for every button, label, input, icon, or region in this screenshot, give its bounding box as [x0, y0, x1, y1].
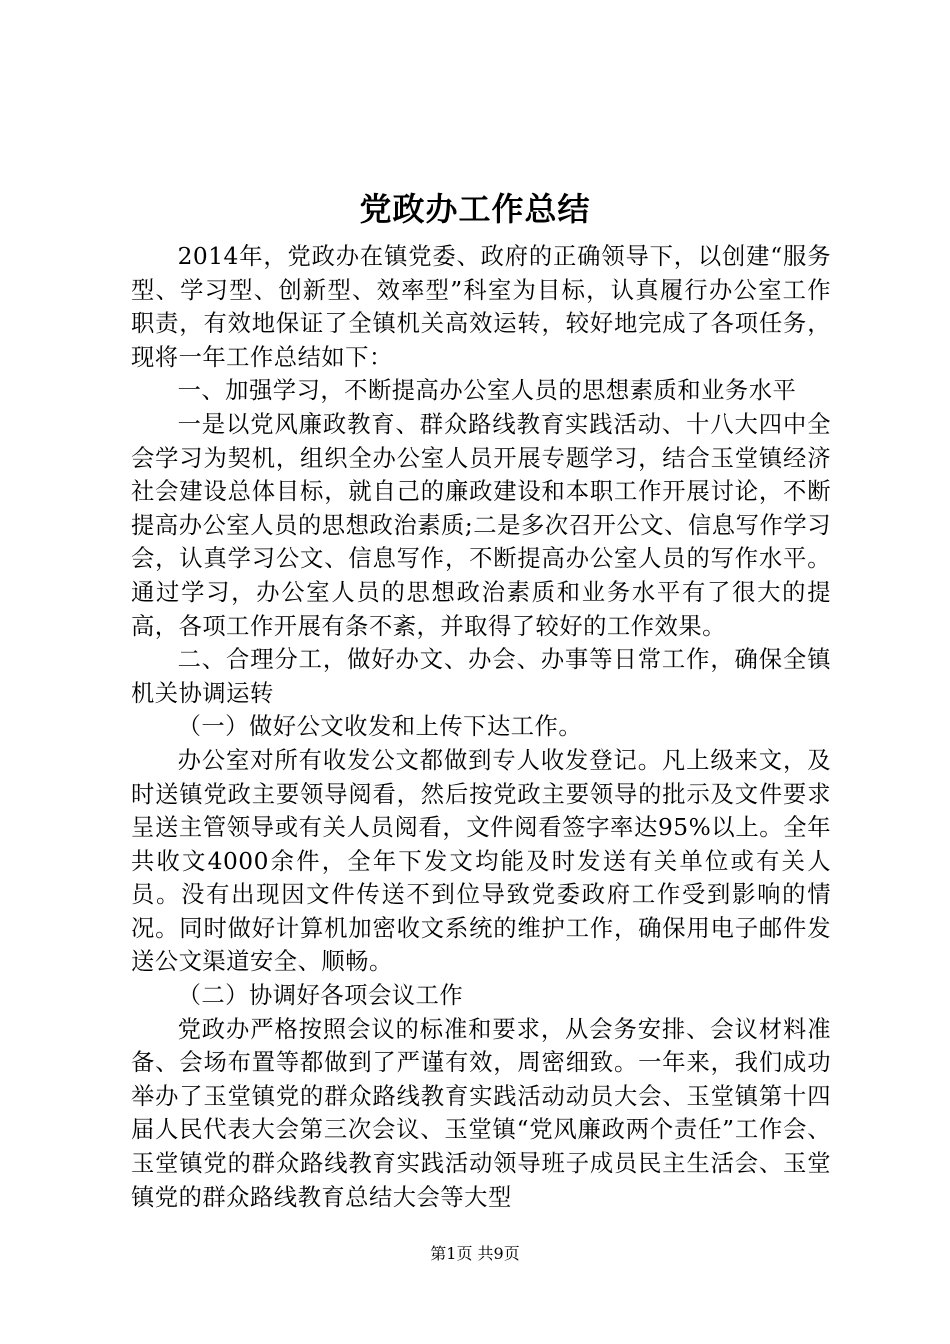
document-body — [131, 240, 831, 1214]
subheading-documents: （一）做好公文收发和上传下达工作。 — [177, 713, 583, 741]
page-number: 第1页 共9页 — [430, 1244, 520, 1263]
document-title: 党政办工作总结 — [359, 190, 591, 228]
paragraph-documents: 办公室对所有收发公文都做到专人收发登记。凡上级来文，及时送镇党政主要领导阅看，然后按党政主要领导的批示及文件要求呈送主管领导或有关人员阅看，文件阅看签字率达95%以上。全年共收文4000余件，全年下发文均能及时发送有关单位或有关人员。没有出现因文件传送不到位导致党委政府工作受到影响的情况。同时做好计算机加密收文系统的维护工作，确保用电子邮件发送公文渠道安全、顺畅。 — [131, 746, 831, 976]
heading-section-2: 二、合理分工，做好办文、办会、办事等日常工作，确保全镇机关协调运转 — [131, 646, 831, 707]
heading-section-1: 一、加强学习，不断提高办公室人员的思想素质和业务水平 — [177, 377, 797, 405]
paragraph-study: 一是以党风廉政教育、群众路线教育实践活动、十八大四中全会学习为契机，组织全办公室人员开展专题学习，结合玉堂镇经济社会建设总体目标，就自己的廉政建设和本职工作开展讨论，不断提高办公室人员的思想政治素质;二是多次召开公文、信息写作学习会，认真学习公文、信息写作，不断提高办公室人员的写作水平。通过学习，办公室人员的思想政治素质和业务水平有了很大的提高，各项工作开展有条不紊，并取得了较好的工作效果。 — [131, 410, 831, 640]
subheading-meetings: （二）协调好各项会议工作 — [177, 982, 464, 1010]
paragraph-intro: 2014年，党政办在镇党委、政府的正确领导下，以创建“服务型、学习型、创新型、效率型”科室为目标，认真履行办公室工作职责，有效地保证了全镇机关高效运转，较好地完成了各项任务，现将一年工作总结如下： — [131, 243, 831, 371]
paragraph-meetings: 党政办严格按照会议的标准和要求，从会务安排、会议材料准备、会场布置等都做到了严谨有效，周密细致。一年来，我们成功举办了玉堂镇党的群众路线教育实践活动动员大会、玉堂镇第十四届人民代表大会第三次会议、玉堂镇“党风廉政两个责任”工作会、玉堂镇党的群众路线教育实践活动领导班子成员民主生活会、玉堂镇党的群众路线教育总结大会等大型 — [131, 1015, 831, 1211]
